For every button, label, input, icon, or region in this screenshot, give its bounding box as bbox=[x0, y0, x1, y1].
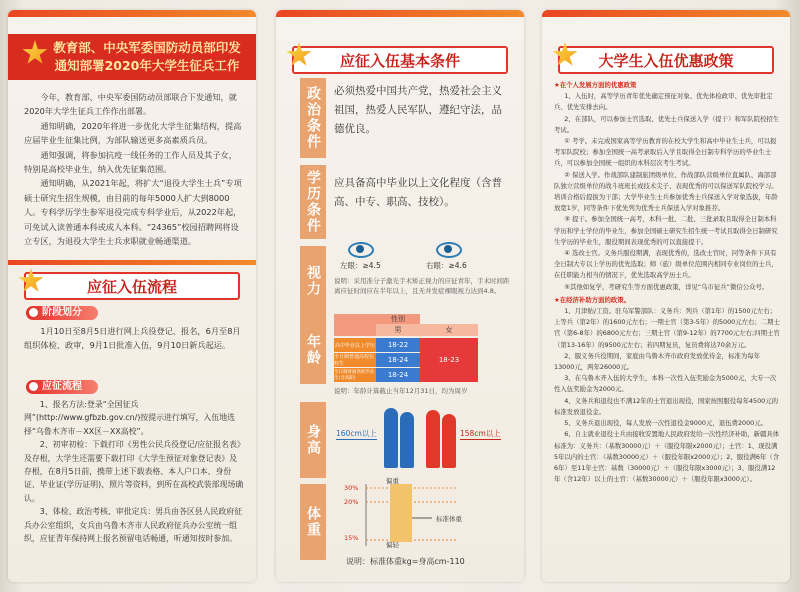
intro-paragraph: 通知明确，从2021年起，将扩大“退役大学生士兵”专项硕士研究生招生规模，由目前的每年5000人扩大到8000人。专科学历学生参军退役完成专科学业后，从2022年起，可免试入读普通本科或成人本科。“24365”校园招聘网将设立专区，为退役大学生士兵求职就业畅通渠道。 bbox=[24, 178, 242, 247]
male-figure-icon bbox=[400, 412, 414, 468]
pct-low: 15% bbox=[344, 534, 359, 542]
age-row-label: 全日制普通高校毕业生(含高职) bbox=[334, 370, 375, 381]
age-row-label: 全日制普通高校在校生 bbox=[334, 354, 375, 367]
title-line2: 通知部署2020年大学生征兵工作 bbox=[54, 58, 240, 73]
policy-text bbox=[554, 80, 780, 485]
policy-item: 5、义务兵退出现役，每人发放一次性退役金9000元，退伍费2000元。 bbox=[564, 419, 767, 428]
intro-paragraph: 通知明确，2020年将进一步优化大学生征集结构，提高应届毕业生征集比例，为部队输送更多高素质兵员。 bbox=[24, 120, 242, 146]
weight-tab: 体重 bbox=[300, 484, 326, 560]
pct-top: 30% bbox=[344, 484, 359, 492]
policy-item: 2、在部队，可以参加士官选取、优先士兵保送入学（提干）和军队院校招生考试。 bbox=[554, 114, 780, 134]
age-header-blank bbox=[334, 324, 376, 336]
weight-chart bbox=[336, 474, 506, 554]
top-stripe bbox=[276, 10, 524, 17]
flow-step: 1、报名方法:登录“全国征兵网”(http://www.gfbzb.gov.cn/)按提示进行填写，入伍地选择“乌鲁木齐市－XX区－XX高校”。 bbox=[24, 400, 235, 436]
male-age-value: 18-24 bbox=[376, 368, 420, 382]
policy-item: 2、服义务兵役期间，家庭由乌鲁木齐市政府发放优待金，标准为每年13000元，两年26000元。 bbox=[554, 351, 761, 372]
conditions-header: 应征入伍基本条件 bbox=[292, 46, 508, 74]
policy-item: ① 考学。未完成国家高等学历教育的在校大学生和高中毕业生士兵，可以报考军队院校；参加全国统一高考录取后入学且取得全日制专科学历的毕业生士兵，可以参加全国统一组织的本科层次考生考试。 bbox=[554, 137, 777, 168]
male-height: 160cm以上 bbox=[336, 429, 377, 438]
education-text: 应具备高中毕业以上文化程度（含普高、中专、职高、技校）。 bbox=[334, 177, 502, 208]
flow-step: 3、体检、政治考核、审批定兵：男兵由各区县人民政府征兵办公室组织，女兵由乌鲁木齐市人民政府征兵办公室统一组织，应征青年保持网上报名预留电话畅通，听通知按时参加。 bbox=[24, 507, 243, 544]
eye-icon bbox=[348, 242, 374, 258]
policy-item: 6、自主就业退役士兵由接收安置地人民政府发给一次性经济补助，新疆具体标准为：义务兵：（基数30000元）＋（服役年限x2000元）；士官：1、现役满5年以内的士官：（基数30000元）＋（服役年限x2000元）；2、服役满6年（含6年）至11年士官：基数（30000元）＋（服役年限x3000元）；3、服役满12年（含12年）以上的士官：（基数30000元）＋（服役年限x3000元）。 bbox=[554, 430, 780, 484]
eye-icon bbox=[436, 242, 462, 258]
female-figure-icon bbox=[442, 414, 456, 468]
left-eye-value: 左眼：≥4.5 bbox=[340, 261, 381, 270]
panel-right bbox=[542, 10, 790, 582]
bullet-icon bbox=[29, 308, 38, 317]
section-title: ★在经济补助方面的政策。 bbox=[554, 295, 631, 304]
divider-stripe bbox=[8, 260, 256, 265]
age-col-header: 性别 bbox=[376, 314, 420, 324]
age-tab: 年龄 bbox=[300, 316, 326, 384]
vision-note: 说明：采用准分子激光手术矫正视力的应征青年，手术时间距离应征时间应在半年以上，且无并发症裸眼视力达到4.8。 bbox=[334, 277, 510, 295]
female-header: 女 bbox=[420, 324, 478, 336]
age-note: 说明：年龄计算截止当年12月31日，均为周岁 bbox=[334, 387, 468, 395]
panel-middle bbox=[276, 10, 524, 582]
policy-item: ③ 提干。参加全国统一高考，本科一批、二批、三批录取且取得全日制本科学历和学士学位的毕业生，参加全国硕士研究生招生统一考试且取得全日制研究生学历的毕业生，服役期间表现优秀的可以直接提干。 bbox=[554, 215, 778, 246]
stage-label: 阶段划分 bbox=[26, 306, 98, 320]
age-header-blank bbox=[334, 314, 376, 324]
flow-step: 2、初审初检：下载打印《男性公民兵役登记/应征报名表》及存根，大学生还需要下载打印《大学生预征对象登记表》及存根，在8月5日前，携带上述下载表格、本人户口本、身份证、毕业证(学历证明)、照片等资料，到所在高校武装部现场确认。 bbox=[24, 440, 244, 503]
male-age-value: 18-22 bbox=[376, 338, 420, 352]
section-title: ★在个人发展方面的优惠政策 bbox=[554, 81, 637, 89]
standard-label: 标准体重 bbox=[436, 515, 462, 523]
female-height: 158cm以上 bbox=[460, 429, 501, 438]
policy-item: 1、月津贴/工资。驻乌军警部队：义务兵：列兵（第1年）的1500元左右；上等兵（第2年）的1600元左右；一期士官（第3-5年）的5000元左右；二期士官（第6-8年）的6800元左右；三期士官（第9-12年）的7700元左右;四期士官（第13-16年）的9500元左右；若四期复员，复员费将达70余万元。 bbox=[554, 307, 780, 349]
title-banner bbox=[8, 34, 256, 80]
male-figure-icon bbox=[384, 408, 398, 468]
policy-item: 1、入伍时，高等学历青年优先确定预征对象、优先体检政审、优先审批定兵、优先安排去向。 bbox=[554, 92, 773, 112]
policy-item: ④ 选改士官。义务兵服役期满，表现优秀的，选改士官时，同等条件下具有全日制大专以上学历的优先选取；师（旅）级单位范围内相同专业岗位的士兵，在任职能力相当的情况下，优先选取高学历士兵。 bbox=[554, 249, 778, 280]
age-row-label: 高中毕业以上学历 bbox=[334, 338, 376, 352]
flow-label: 应征流程 bbox=[26, 380, 98, 394]
intro-text bbox=[24, 90, 244, 248]
policy-item: ⑤其他如复学、考研究生等方面优惠政策，详见“乌市征兵”微信公众号。 bbox=[564, 282, 769, 291]
pct-mid: 20% bbox=[344, 498, 359, 506]
flow-steps bbox=[24, 398, 244, 545]
female-age-value: 18-23 bbox=[420, 338, 478, 382]
male-header: 男 bbox=[376, 324, 420, 336]
policy-item: ② 保送入学。作战部队建制旅团级单位、作战部队营级单位直属队、海部部队独立营级单位的战斗班班长或技术尖子、表现优秀的可以保送军队院校学习。培训合格后提拔为干部；大学毕业生士兵参加优秀士兵保送入学对象选拔，年龄放宽1岁，同等条件下优先列为优秀士兵保送入学对象推荐。 bbox=[554, 170, 778, 213]
weight-bar bbox=[390, 484, 412, 542]
title-line1: 教育部、中央军委国防动员部印发 bbox=[53, 40, 241, 55]
process-header: 应征入伍流程 bbox=[24, 272, 240, 300]
under-label: 偏轻 bbox=[386, 541, 399, 549]
female-figure-icon bbox=[426, 410, 440, 468]
height-tab: 身高 bbox=[300, 402, 326, 478]
intro-paragraph: 今年，教育部、中央军委国防动员部联合下发通知，就2020年大学生征兵工作作出部署。 bbox=[24, 92, 237, 117]
top-stripe bbox=[542, 10, 790, 17]
right-eye-value: 右眼：≥4.6 bbox=[426, 261, 467, 270]
weight-note: 说明：标准体重kg=身高cm-110 bbox=[346, 557, 465, 566]
panel-left bbox=[8, 10, 256, 582]
policy-item: 4、义务兵和退役也不满12年的士官退出现役，国家按照服役每年4500元的标准发放退役金。 bbox=[554, 396, 779, 416]
stage-text: 1月10日至8月5日进行网上兵役登记、报名，6月至8月组织体检、政审，9月1日批准入伍，9月10日新兵起运。 bbox=[24, 326, 241, 351]
over-label: 偏重 bbox=[386, 477, 399, 485]
policy-item: 3、在乌鲁木齐入伍的大学生，本科一次性入伍奖励金为5000元，大专一次性入伍奖励金为2000元。 bbox=[554, 374, 777, 394]
top-stripe bbox=[8, 10, 256, 17]
bullet-icon bbox=[29, 382, 38, 391]
vision-tab: 视力 bbox=[300, 246, 326, 316]
male-age-value: 18-24 bbox=[376, 353, 420, 367]
politics-text: 必须热爱中国共产党，热爱社会主义祖国，热爱人民军队，遵纪守法，品德优良。 bbox=[334, 85, 502, 135]
policy-header: 大学生入伍优惠政策 bbox=[558, 46, 774, 74]
politics-tab: 政治条件 bbox=[300, 78, 326, 158]
education-tab: 学历条件 bbox=[300, 165, 326, 239]
intro-paragraph: 通知强调，将参加抗疫一线任务的工作人员及其子女，特别是高校毕业生，纳入优先征集范围。 bbox=[24, 149, 237, 175]
